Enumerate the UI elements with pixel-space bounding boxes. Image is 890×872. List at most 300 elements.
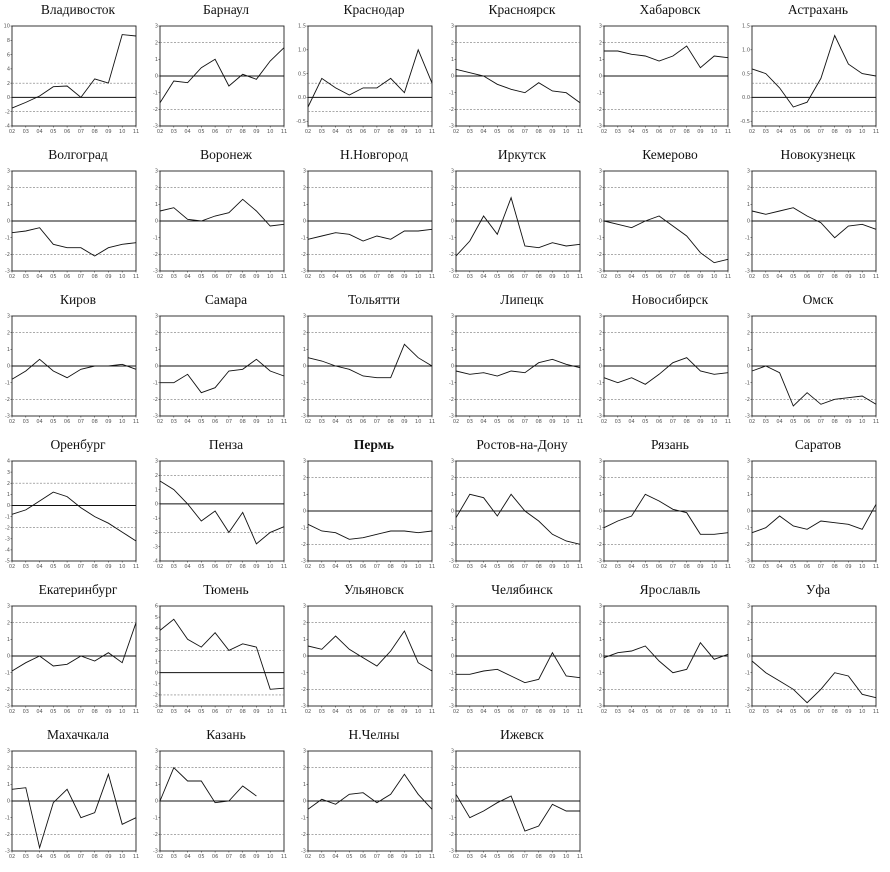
x-tick-label: 09 <box>253 709 260 715</box>
x-tick-label: 04 <box>332 564 339 570</box>
x-tick-label: 10 <box>711 709 718 715</box>
y-tick-label: 0 <box>6 363 10 370</box>
y-tick-label: -1 <box>301 815 306 822</box>
x-tick-label: 10 <box>267 564 274 570</box>
x-tick-label: 07 <box>373 129 381 135</box>
chart-title: Ростов-на-Дону <box>476 437 568 452</box>
x-tick-label: 02 <box>304 564 312 570</box>
y-tick-label: -3 <box>5 413 10 420</box>
y-tick-label: 3 <box>302 313 306 320</box>
y-tick-label: 0 <box>302 218 306 225</box>
y-tick-label: 0 <box>450 798 454 805</box>
chart-panel <box>152 147 300 292</box>
chart-title: Иркутск <box>497 147 547 162</box>
x-tick-label: 02 <box>600 564 608 570</box>
y-tick-label: 1 <box>6 782 10 789</box>
x-tick-label: 02 <box>748 129 756 135</box>
series-line <box>308 524 432 539</box>
x-tick-label: 08 <box>91 564 98 570</box>
x-tick-label: 04 <box>628 274 635 280</box>
x-tick-label: 11 <box>280 564 288 570</box>
y-tick-label: -1 <box>5 514 10 521</box>
chart-panel <box>740 2 890 147</box>
chart-title: Астрахань <box>787 2 849 17</box>
y-tick-label: 0 <box>450 363 454 370</box>
chart-panel <box>300 582 448 727</box>
y-tick-label: -2 <box>5 109 10 116</box>
y-tick-label: -1 <box>153 235 158 242</box>
x-tick-label: 10 <box>711 564 718 570</box>
x-tick-label: 10 <box>563 709 570 715</box>
y-tick-label: 0 <box>450 218 454 225</box>
x-tick-label: 10 <box>711 419 718 425</box>
y-tick-label: -3 <box>5 848 10 855</box>
x-tick-label: 11 <box>724 564 732 570</box>
x-tick-label: 02 <box>452 419 460 425</box>
y-tick-label: 0 <box>154 670 158 677</box>
x-tick-label: 06 <box>359 129 367 135</box>
chart-plot <box>4 310 144 428</box>
y-tick-label: -1 <box>153 681 158 688</box>
y-tick-label: -3 <box>301 558 306 565</box>
x-tick-label: 03 <box>466 419 473 425</box>
x-tick-label: 02 <box>8 709 16 715</box>
x-tick-label: 09 <box>697 419 704 425</box>
y-tick-label: 4 <box>154 625 158 632</box>
chart-plot <box>152 165 292 283</box>
series-line <box>12 228 136 256</box>
x-tick-label: 06 <box>507 274 515 280</box>
x-tick-label: 03 <box>170 854 177 860</box>
y-tick-label: 1 <box>598 637 602 644</box>
x-tick-label: 03 <box>318 854 325 860</box>
y-tick-label: 2 <box>450 330 454 337</box>
x-tick-label: 09 <box>105 419 112 425</box>
x-tick-label: 09 <box>401 419 408 425</box>
y-tick-label: -1 <box>449 90 454 97</box>
x-tick-label: 06 <box>803 419 811 425</box>
x-tick-label: 09 <box>253 274 260 280</box>
x-tick-label: 06 <box>507 709 515 715</box>
y-tick-label: 2 <box>6 185 10 192</box>
x-tick-label: 08 <box>683 709 690 715</box>
x-tick-label: 05 <box>346 709 353 715</box>
series-line <box>160 768 256 803</box>
y-tick-label: -2 <box>5 832 10 839</box>
chart-plot <box>596 20 736 138</box>
x-tick-label: 06 <box>63 129 71 135</box>
x-tick-label: 04 <box>36 564 43 570</box>
y-tick-label: -1 <box>5 380 10 387</box>
x-tick-label: 07 <box>373 709 381 715</box>
series-line <box>160 619 284 689</box>
y-tick-label: -3 <box>153 703 158 710</box>
x-tick-label: 05 <box>642 129 649 135</box>
chart-panel <box>596 2 744 147</box>
x-tick-label: 11 <box>872 709 880 715</box>
y-tick-label: 3 <box>450 748 454 755</box>
y-tick-label: -1 <box>301 670 306 677</box>
x-tick-label: 02 <box>304 129 312 135</box>
y-tick-label: 0 <box>598 653 602 660</box>
y-tick-label: 1 <box>154 659 158 666</box>
x-tick-label: 06 <box>359 274 367 280</box>
y-tick-label: -3 <box>449 123 454 130</box>
x-tick-label: 11 <box>724 709 732 715</box>
y-tick-label: 0 <box>6 798 10 805</box>
y-tick-label: 3 <box>6 603 10 610</box>
x-tick-label: 02 <box>600 709 608 715</box>
x-tick-label: 06 <box>803 129 811 135</box>
y-tick-label: 3 <box>746 168 750 175</box>
x-tick-label: 06 <box>211 564 219 570</box>
y-tick-label: 1 <box>302 492 306 499</box>
x-tick-label: 08 <box>91 274 98 280</box>
chart-title: Киров <box>59 292 97 307</box>
y-tick-label: 10 <box>3 23 10 30</box>
y-tick-label: -3 <box>301 848 306 855</box>
x-tick-label: 08 <box>831 709 838 715</box>
x-tick-label: 10 <box>563 419 570 425</box>
x-tick-label: 04 <box>36 274 43 280</box>
chart-title: Пермь <box>353 437 395 452</box>
chart-title: Воронеж <box>200 147 252 162</box>
x-tick-label: 06 <box>211 854 219 860</box>
chart-plot <box>448 745 588 863</box>
x-tick-label: 07 <box>225 854 233 860</box>
x-tick-label: 10 <box>415 854 422 860</box>
x-tick-label: 04 <box>184 564 191 570</box>
x-tick-label: 06 <box>655 129 663 135</box>
series-line <box>456 69 580 102</box>
x-tick-label: 05 <box>198 854 205 860</box>
series-line <box>308 631 432 671</box>
y-tick-label: -2 <box>301 687 306 694</box>
y-tick-label: 2 <box>746 330 750 337</box>
x-tick-label: 06 <box>507 419 515 425</box>
x-tick-label: 07 <box>225 129 233 135</box>
x-tick-label: 03 <box>318 274 325 280</box>
x-tick-label: 07 <box>817 274 825 280</box>
x-tick-label: 06 <box>655 564 663 570</box>
x-tick-label: 08 <box>683 274 690 280</box>
y-tick-label: -2 <box>449 397 454 404</box>
x-tick-label: 11 <box>280 854 288 860</box>
y-tick-label: 2 <box>598 40 602 47</box>
y-tick-label: -3 <box>597 413 602 420</box>
x-tick-label: 02 <box>304 709 312 715</box>
chart-plot <box>448 310 588 428</box>
x-tick-label: 08 <box>239 854 246 860</box>
x-tick-label: 04 <box>776 129 783 135</box>
x-tick-label: 10 <box>415 129 422 135</box>
y-tick-label: -2 <box>449 252 454 259</box>
x-tick-label: 10 <box>859 419 866 425</box>
x-tick-label: 03 <box>318 709 325 715</box>
y-tick-label: 0 <box>746 218 750 225</box>
chart-title: Липецк <box>500 292 544 307</box>
x-tick-label: 07 <box>817 564 825 570</box>
y-tick-label: 1.5 <box>742 23 750 30</box>
chart-title: Тюмень <box>203 582 249 597</box>
y-tick-label: 3 <box>154 748 158 755</box>
chart-panel <box>4 2 152 147</box>
y-tick-label: 2 <box>6 765 10 772</box>
y-tick-label: -2 <box>745 687 750 694</box>
y-tick-label: 1 <box>302 202 306 209</box>
x-tick-label: 09 <box>401 564 408 570</box>
chart-plot <box>4 455 144 573</box>
y-tick-label: -1 <box>745 380 750 387</box>
chart-title: Новокузнецк <box>780 147 856 162</box>
series-line <box>456 359 580 376</box>
x-tick-label: 06 <box>359 564 367 570</box>
chart-title: Ульяновск <box>344 582 404 597</box>
x-tick-label: 09 <box>845 709 852 715</box>
x-tick-label: 10 <box>711 274 718 280</box>
y-tick-label: -3 <box>5 703 10 710</box>
y-tick-label: 0 <box>450 653 454 660</box>
x-tick-label: 07 <box>521 854 529 860</box>
x-tick-label: 07 <box>817 709 825 715</box>
x-tick-label: 04 <box>36 419 43 425</box>
y-tick-label: 3 <box>598 168 602 175</box>
y-tick-label: -4 <box>5 547 10 554</box>
y-tick-label: 0 <box>302 798 306 805</box>
x-tick-label: 10 <box>119 709 126 715</box>
x-tick-label: 03 <box>318 419 325 425</box>
x-tick-label: 03 <box>22 419 29 425</box>
chart-title: Краснодар <box>343 2 405 17</box>
y-tick-label: 0 <box>598 508 602 515</box>
x-tick-label: 02 <box>8 274 16 280</box>
chart-title: Казань <box>206 727 246 742</box>
y-tick-label: -3 <box>597 268 602 275</box>
plot-frame <box>160 461 284 561</box>
x-tick-label: 06 <box>359 419 367 425</box>
y-tick-label: -2 <box>597 687 602 694</box>
x-tick-label: 04 <box>36 709 43 715</box>
x-tick-label: 05 <box>198 419 205 425</box>
y-tick-label: -2 <box>153 107 158 114</box>
chart-panel <box>4 582 152 727</box>
x-tick-label: 05 <box>494 709 501 715</box>
chart-plot <box>4 600 144 718</box>
y-tick-label: 1 <box>746 347 750 354</box>
y-tick-label: -3 <box>745 413 750 420</box>
chart-title: Челябинск <box>491 582 553 597</box>
x-tick-label: 03 <box>318 129 325 135</box>
y-tick-label: -2 <box>153 530 158 537</box>
y-tick-label: -2 <box>301 397 306 404</box>
x-tick-label: 11 <box>132 709 140 715</box>
y-tick-label: -2 <box>745 542 750 549</box>
chart-title: Волгоград <box>48 147 108 162</box>
x-tick-label: 05 <box>494 419 501 425</box>
y-tick-label: -2 <box>5 397 10 404</box>
series-line <box>308 344 432 377</box>
x-tick-label: 07 <box>817 419 825 425</box>
x-tick-label: 10 <box>415 274 422 280</box>
chart-plot <box>300 165 440 283</box>
y-tick-label: 2 <box>6 330 10 337</box>
x-tick-label: 06 <box>63 564 71 570</box>
x-tick-label: 02 <box>748 709 756 715</box>
y-tick-label: 2 <box>154 648 158 655</box>
x-tick-label: 11 <box>428 854 436 860</box>
x-tick-label: 09 <box>845 419 852 425</box>
x-tick-label: 06 <box>507 854 515 860</box>
x-tick-label: 07 <box>225 419 233 425</box>
chart-panel <box>4 147 152 292</box>
y-tick-label: 3 <box>154 313 158 320</box>
y-tick-label: -1 <box>597 380 602 387</box>
y-tick-label: -3 <box>301 268 306 275</box>
y-tick-label: 2 <box>450 185 454 192</box>
y-tick-label: 1 <box>6 202 10 209</box>
y-tick-label: -2 <box>449 832 454 839</box>
x-tick-label: 02 <box>600 419 608 425</box>
y-tick-label: -2 <box>153 397 158 404</box>
x-tick-label: 11 <box>724 419 732 425</box>
series-line <box>604 216 728 263</box>
x-tick-label: 09 <box>697 274 704 280</box>
x-tick-label: 07 <box>77 709 85 715</box>
y-tick-label: -3 <box>449 848 454 855</box>
y-tick-label: -2 <box>301 542 306 549</box>
x-tick-label: 03 <box>22 564 29 570</box>
y-tick-label: 2 <box>598 185 602 192</box>
y-tick-label: 3 <box>154 458 158 465</box>
x-tick-label: 08 <box>535 129 542 135</box>
x-tick-label: 03 <box>170 564 177 570</box>
series-line <box>752 661 876 703</box>
chart-plot <box>744 600 884 718</box>
chart-title: Саратов <box>794 437 842 452</box>
x-tick-label: 03 <box>170 709 177 715</box>
x-tick-label: 09 <box>401 129 408 135</box>
x-tick-label: 05 <box>790 274 797 280</box>
chart-title: Хабаровск <box>639 2 701 17</box>
x-tick-label: 11 <box>576 564 584 570</box>
y-tick-label: -2 <box>745 252 750 259</box>
x-tick-label: 05 <box>50 419 57 425</box>
x-tick-label: 11 <box>280 419 288 425</box>
x-tick-label: 08 <box>831 419 838 425</box>
x-tick-label: 08 <box>831 274 838 280</box>
x-tick-label: 08 <box>535 274 542 280</box>
x-tick-label: 05 <box>198 274 205 280</box>
series-line <box>160 359 284 392</box>
y-tick-label: -1 <box>153 90 158 97</box>
x-tick-label: 08 <box>387 274 394 280</box>
chart-panel <box>744 582 890 727</box>
x-tick-label: 09 <box>105 129 112 135</box>
y-tick-label: 0 <box>154 501 158 508</box>
x-tick-label: 11 <box>132 564 140 570</box>
x-tick-label: 05 <box>642 274 649 280</box>
x-tick-label: 11 <box>576 854 584 860</box>
y-tick-label: 0 <box>746 653 750 660</box>
x-tick-label: 05 <box>790 709 797 715</box>
chart-panel <box>152 582 300 727</box>
y-tick-label: 0 <box>450 73 454 80</box>
chart-title: Барнаул <box>203 2 249 17</box>
y-tick-label: -1 <box>301 235 306 242</box>
y-tick-label: 0 <box>6 95 10 102</box>
chart-plot <box>4 20 144 138</box>
x-tick-label: 04 <box>480 129 487 135</box>
x-tick-label: 11 <box>428 709 436 715</box>
x-tick-label: 11 <box>428 419 436 425</box>
y-tick-label: 1 <box>746 202 750 209</box>
y-tick-label: 6 <box>6 52 10 59</box>
x-tick-label: 10 <box>119 129 126 135</box>
y-tick-label: -1 <box>745 670 750 677</box>
x-tick-label: 09 <box>401 854 408 860</box>
x-tick-label: 02 <box>156 564 164 570</box>
y-tick-label: -1 <box>153 815 158 822</box>
x-tick-label: 09 <box>549 274 556 280</box>
chart-plot <box>152 455 292 573</box>
x-tick-label: 09 <box>845 274 852 280</box>
x-tick-label: 08 <box>387 564 394 570</box>
y-tick-label: -1 <box>597 670 602 677</box>
x-tick-label: 08 <box>91 709 98 715</box>
y-tick-label: -1 <box>597 90 602 97</box>
x-tick-label: 08 <box>91 419 98 425</box>
y-tick-label: 0.0 <box>742 95 750 102</box>
x-tick-label: 08 <box>683 419 690 425</box>
chart-title: Махачкала <box>46 727 109 742</box>
chart-title: Пенза <box>208 437 244 452</box>
x-tick-label: 06 <box>655 419 663 425</box>
chart-panel <box>4 727 152 872</box>
chart-plot <box>448 600 588 718</box>
x-tick-label: 10 <box>415 709 422 715</box>
x-tick-label: 10 <box>563 854 570 860</box>
x-tick-label: 04 <box>480 854 487 860</box>
x-tick-label: 11 <box>576 709 584 715</box>
y-tick-label: 2 <box>154 330 158 337</box>
y-tick-label: -2 <box>153 832 158 839</box>
chart-panel <box>300 147 448 292</box>
y-tick-label: 1 <box>598 202 602 209</box>
y-tick-label: 3 <box>746 313 750 320</box>
x-tick-label: 11 <box>576 129 584 135</box>
x-tick-label: 11 <box>428 129 436 135</box>
series-line <box>456 653 580 683</box>
x-tick-label: 10 <box>119 854 126 860</box>
y-tick-label: 2 <box>746 620 750 627</box>
y-tick-label: -1 <box>597 525 602 532</box>
y-tick-label: 3 <box>598 23 602 30</box>
x-tick-label: 05 <box>642 419 649 425</box>
x-tick-label: 02 <box>600 129 608 135</box>
x-tick-label: 05 <box>642 564 649 570</box>
x-tick-label: 08 <box>535 419 542 425</box>
series-line <box>604 46 728 68</box>
y-tick-label: -3 <box>153 413 158 420</box>
x-tick-label: 09 <box>401 274 408 280</box>
y-tick-label: 1 <box>154 487 158 494</box>
y-tick-label: 1 <box>154 202 158 209</box>
x-tick-label: 08 <box>239 129 246 135</box>
x-tick-label: 07 <box>669 274 677 280</box>
series-line <box>12 623 136 671</box>
y-tick-label: 0 <box>598 218 602 225</box>
y-tick-label: 2 <box>6 620 10 627</box>
